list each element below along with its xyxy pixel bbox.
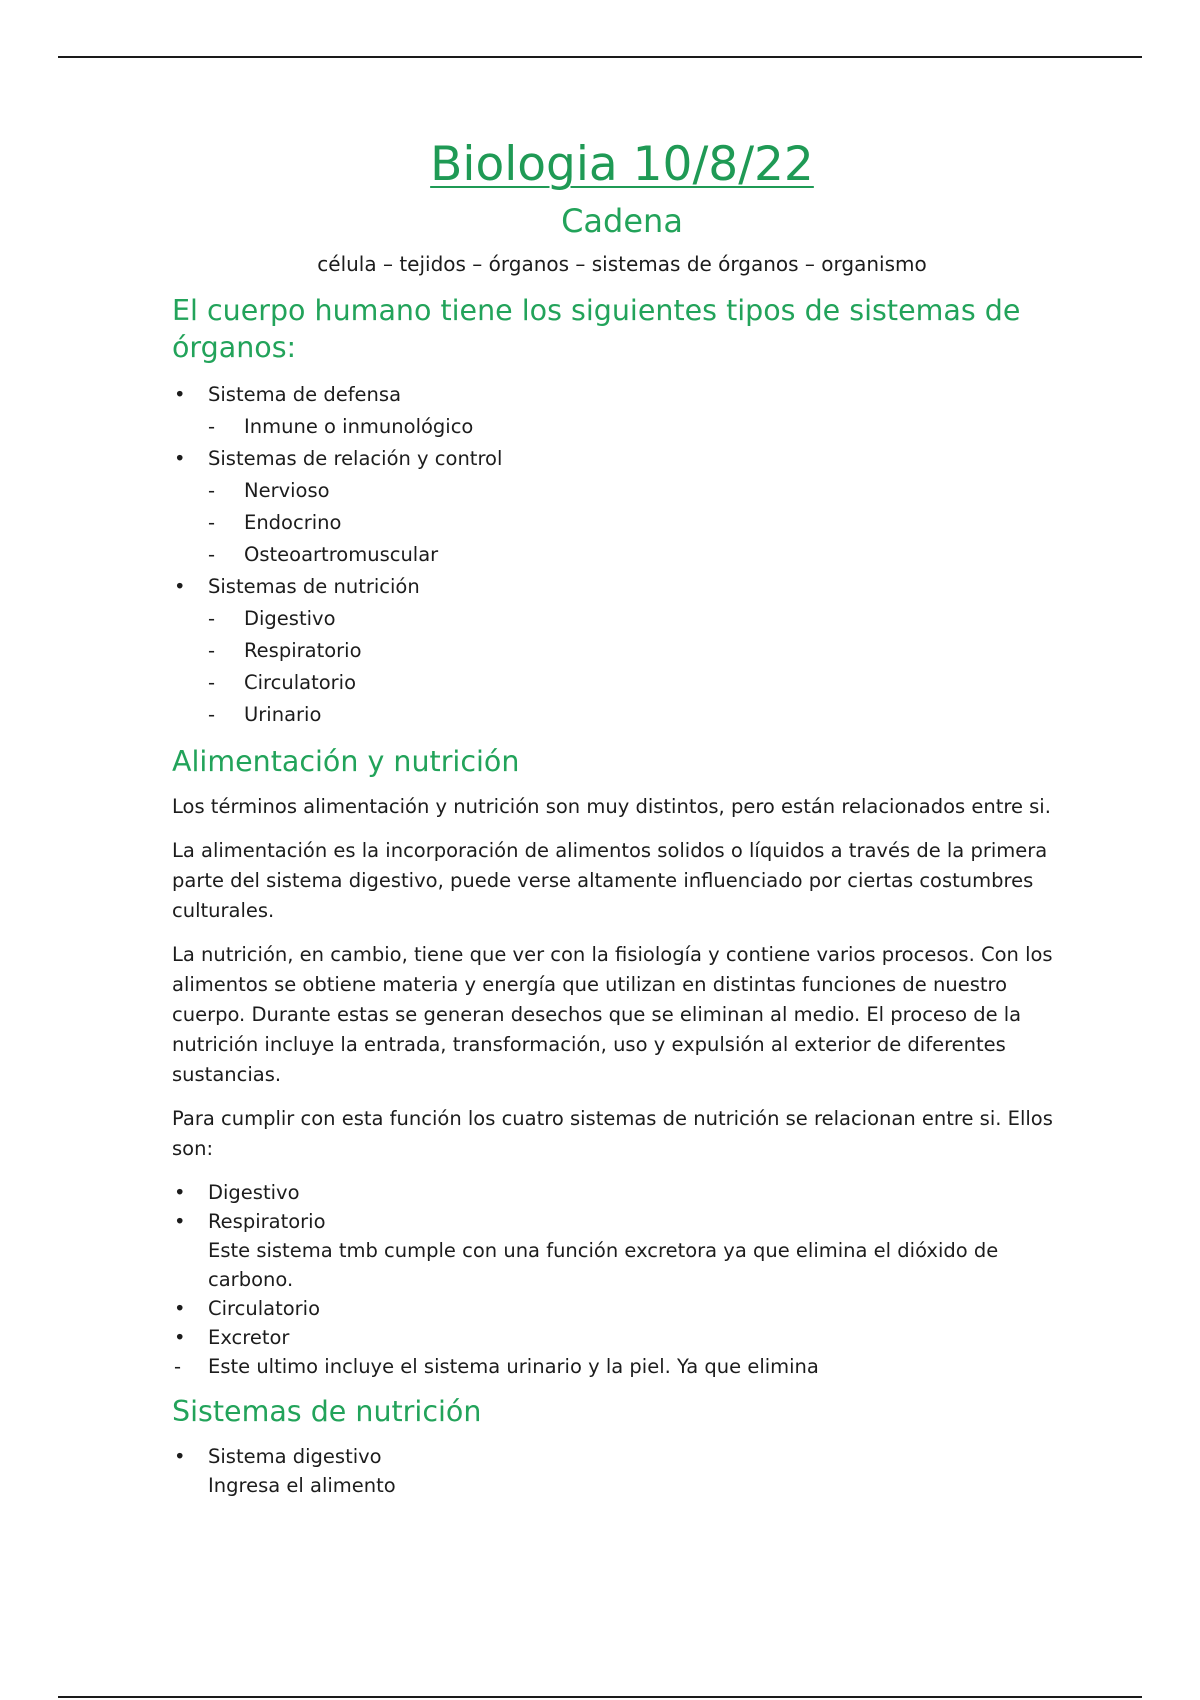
dash-marker: -: [208, 702, 216, 726]
sub-list-item: - Digestivo: [172, 603, 1072, 635]
sub-list-item: - Osteoartromuscular: [172, 539, 1072, 571]
paragraph: La nutrición, en cambio, tiene que ver con la fisiología y contiene varios procesos. Con los alimentos se obtiene materia y energía que utilizan en distintas funciones de nuestro cuerpo. Durante estas se generan desechos que se eliminan al medio. El proceso de la nutrición incluye la entrada, transformación, uso y expulsión al exterior de diferentes sustancias.: [172, 942, 1053, 1086]
dash-marker: -: [174, 1354, 182, 1378]
digestive-list: [172, 1442, 1072, 1500]
bullet-marker: •: [174, 1325, 186, 1349]
bullet-marker: •: [174, 1180, 186, 1204]
dash-marker: -: [208, 606, 216, 630]
list-item-note: Este sistema tmb cumple con una función excretora ya que elimina el dióxido de carbono.: [208, 1238, 999, 1291]
dash-marker: -: [208, 510, 216, 534]
bullet-marker: •: [174, 574, 186, 598]
section-heading-alimentacion: Alimentación y nutrición: [172, 744, 520, 778]
list-item: • Sistemas de relación y control: [172, 443, 1072, 475]
document-body: [172, 138, 1072, 1512]
list-item-note: Ingresa el alimento: [208, 1473, 396, 1497]
bottom-rule: [58, 1696, 1142, 1698]
document-title: Biologia 10/8/22: [430, 137, 814, 192]
sub-list-item: - Inmune o inmunológico: [172, 411, 1072, 443]
sub-list-item: - Endocrino: [172, 507, 1072, 539]
list-item: • Sistema de defensa: [172, 379, 1072, 411]
sub-list-item: - Nervioso: [172, 475, 1072, 507]
nutrition-systems-list: [172, 1178, 1072, 1381]
bullet-marker: •: [174, 1296, 186, 1320]
document-subtitle: Cadena: [561, 202, 683, 241]
section-heading-organ-systems: El cuerpo humano tiene los siguientes tipos de sistemas de órganos:: [172, 294, 1021, 365]
dash-marker: -: [208, 414, 216, 438]
dash-marker: -: [208, 478, 216, 502]
organ-systems-list: [172, 379, 1072, 731]
sub-list-item: - Urinario: [172, 699, 1072, 731]
dash-marker: -: [208, 542, 216, 566]
top-rule: [58, 56, 1142, 58]
bullet-marker: •: [174, 1444, 186, 1468]
paragraph: Los términos alimentación y nutrición son muy distintos, pero están relacionados entre si.: [172, 794, 1051, 818]
dash-marker: -: [208, 670, 216, 694]
dash-marker: -: [208, 638, 216, 662]
list-item: • Sistema digestivo Ingresa el alimento: [172, 1442, 1072, 1500]
list-item: - Este ultimo incluye el sistema urinario y la piel. Ya que elimina: [172, 1352, 1072, 1381]
section-heading-sistemas-nutricion: Sistemas de nutrición: [172, 1394, 482, 1428]
organization-chain: célula – tejidos – órganos – sistemas de órganos – organismo: [317, 252, 927, 277]
bullet-marker: •: [174, 446, 186, 470]
list-item: • Respiratorio Este sistema tmb cumple con una función excretora ya que elimina el dióxido de carbono.: [172, 1207, 1072, 1294]
bullet-marker: •: [174, 382, 186, 406]
paragraph: La alimentación es la incorporación de alimentos solidos o líquidos a través de la primera parte del sistema digestivo, puede verse altamente influenciado por ciertas costumbres culturales.: [172, 838, 1048, 922]
list-item: • Digestivo: [172, 1178, 1072, 1207]
bullet-marker: •: [174, 1209, 186, 1233]
list-item: • Excretor: [172, 1323, 1072, 1352]
paragraph: Para cumplir con esta función los cuatro sistemas de nutrición se relacionan entre si. Ellos son:: [172, 1106, 1053, 1160]
sub-list-item: - Circulatorio: [172, 667, 1072, 699]
sub-list-item: - Respiratorio: [172, 635, 1072, 667]
list-item: • Circulatorio: [172, 1294, 1072, 1323]
list-item: • Sistemas de nutrición: [172, 571, 1072, 603]
